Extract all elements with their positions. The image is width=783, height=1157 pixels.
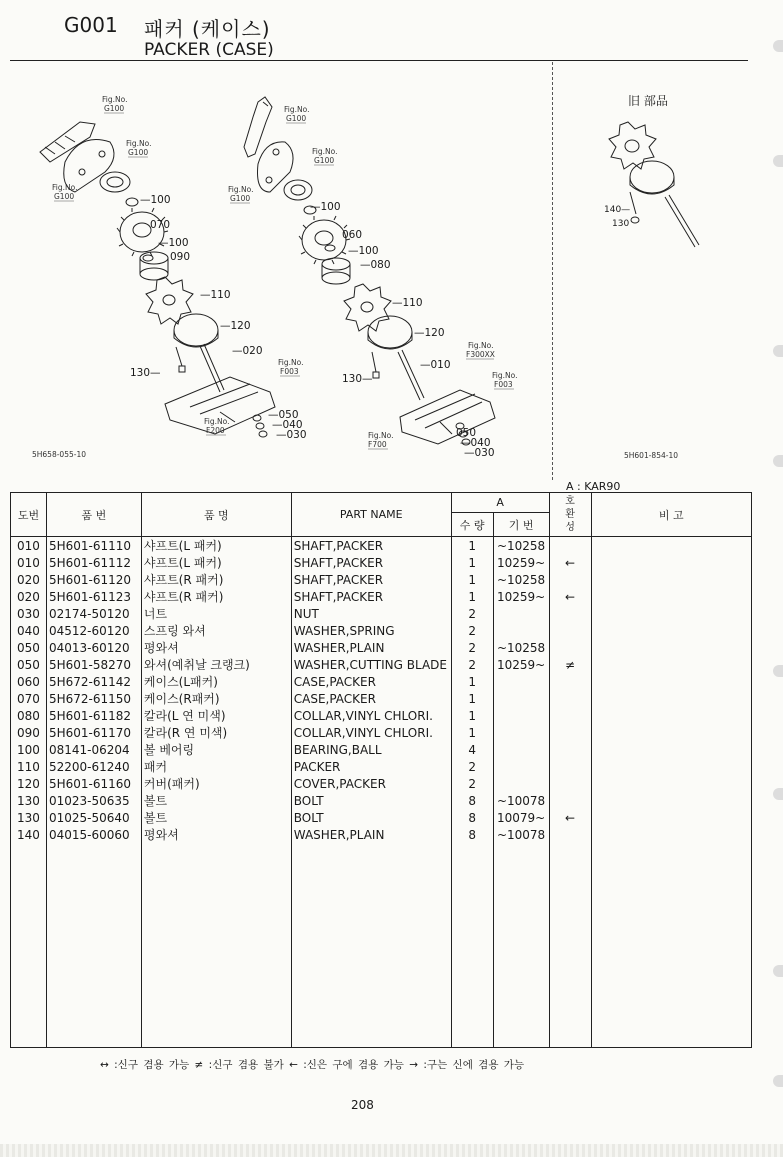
svg-text:F700: F700 (368, 440, 387, 449)
row-part-name: BOLT (291, 792, 451, 809)
row-part-name: COVER,PACKER (291, 775, 451, 792)
row-quantity: 8 (451, 826, 493, 843)
row-remarks (591, 690, 751, 707)
old-parts-label: 旧 部品 (628, 94, 668, 108)
row-interchange (549, 690, 591, 707)
row-name-korean: 볼 베어링 (141, 741, 291, 758)
row-part-number: 5H601-61110 (46, 537, 141, 555)
svg-text:G100: G100 (286, 114, 307, 123)
svg-text:—080: —080 (360, 259, 391, 271)
header-group-a: A (451, 493, 549, 513)
row-serial (493, 622, 549, 639)
row-part-name: SHAFT,PACKER (291, 571, 451, 588)
row-part-number: 04015-60060 (46, 826, 141, 843)
parts-table (10, 492, 752, 1048)
row-quantity: 2 (451, 656, 493, 673)
row-remarks (591, 588, 751, 605)
row-interchange (549, 741, 591, 758)
row-interchange: ≠ (549, 656, 591, 673)
svg-text:—050: —050 (268, 409, 299, 421)
row-interchange: ← (549, 554, 591, 571)
row-ref: 020 (11, 571, 47, 588)
row-name-korean: 너트 (141, 605, 291, 622)
row-remarks (591, 724, 751, 741)
row-ref: 090 (11, 724, 47, 741)
svg-text:—100: —100 (348, 245, 379, 257)
row-interchange (549, 639, 591, 656)
row-interchange (549, 537, 591, 555)
svg-text:—100: —100 (158, 237, 189, 249)
row-ref: 140 (11, 826, 47, 843)
row-serial (493, 741, 549, 758)
row-remarks (591, 707, 751, 724)
svg-text:—030: —030 (276, 429, 307, 441)
row-serial: ~10258 (493, 537, 549, 555)
row-interchange (549, 605, 591, 622)
row-part-number: 5H601-61120 (46, 571, 141, 588)
table-row (11, 690, 752, 707)
row-interchange (549, 775, 591, 792)
table-row (11, 571, 752, 588)
scan-edge (0, 1144, 783, 1157)
row-serial: ~10258 (493, 571, 549, 588)
row-ref: 030 (11, 605, 47, 622)
row-part-name: SHAFT,PACKER (291, 588, 451, 605)
table-row (11, 554, 752, 571)
row-quantity: 1 (451, 707, 493, 724)
svg-text:G100: G100 (104, 104, 125, 113)
table-row (11, 792, 752, 809)
row-remarks (591, 809, 751, 826)
row-part-name: WASHER,PLAIN (291, 826, 451, 843)
svg-text:—110: —110 (392, 297, 423, 309)
header-part-name: PART NAME (291, 493, 451, 537)
header-quantity: 수 량 (451, 513, 493, 537)
row-remarks (591, 605, 751, 622)
row-remarks (591, 554, 751, 571)
svg-text:—030: —030 (464, 447, 495, 459)
row-ref: 040 (11, 622, 47, 639)
svg-text:Fig.No.: Fig.No. (284, 105, 310, 114)
row-part-number: 5H601-61123 (46, 588, 141, 605)
row-part-name: CASE,PACKER (291, 690, 451, 707)
row-ref: 130 (11, 792, 47, 809)
svg-text:070: 070 (150, 219, 171, 231)
row-part-number: 02174-50120 (46, 605, 141, 622)
row-part-name: BEARING,BALL (291, 741, 451, 758)
header-serial: 기 번 (493, 513, 549, 537)
row-quantity: 1 (451, 724, 493, 741)
row-name-korean: 평와셔 (141, 639, 291, 656)
svg-text:090: 090 (170, 251, 191, 263)
left-assembly (40, 122, 275, 437)
table-row (11, 537, 752, 555)
svg-text:G100: G100 (230, 194, 251, 203)
row-serial: 10259~ (493, 554, 549, 571)
row-remarks (591, 639, 751, 656)
table-row (11, 639, 752, 656)
row-ref: 010 (11, 554, 47, 571)
row-serial: 10079~ (493, 809, 549, 826)
interchange-footnote: ↔ :신구 겸용 가능 ≠ :신구 겸용 불가 ← :신은 구에 겸용 가능 → :구는 신에 겸용 가능 (100, 1059, 525, 1071)
table-row (11, 656, 752, 673)
row-remarks (591, 537, 751, 555)
row-serial (493, 605, 549, 622)
row-part-number: 01025-50640 (46, 809, 141, 826)
row-ref: 070 (11, 690, 47, 707)
row-name-korean: 칼라(R 연 미색) (141, 724, 291, 741)
table-row (11, 775, 752, 792)
row-part-name: SHAFT,PACKER (291, 537, 451, 555)
row-name-korean: 커버(패커) (141, 775, 291, 792)
row-quantity: 2 (451, 605, 493, 622)
row-part-name: WASHER,PLAIN (291, 639, 451, 656)
row-name-korean: 평와셔 (141, 826, 291, 843)
svg-text:130: 130 (612, 219, 630, 229)
row-remarks (591, 775, 751, 792)
row-part-number: 5H672-61150 (46, 690, 141, 707)
row-remarks (591, 758, 751, 775)
row-serial: ~10258 (493, 639, 549, 656)
row-part-number: 5H601-61182 (46, 707, 141, 724)
row-name-korean: 샤프트(R 패커) (141, 588, 291, 605)
row-name-korean: 볼트 (141, 792, 291, 809)
row-part-name: SHAFT,PACKER (291, 554, 451, 571)
page-number: 208 (351, 1098, 374, 1112)
row-name-korean: 샤프트(L 패커) (141, 537, 291, 555)
svg-text:Fig.No.: Fig.No. (468, 341, 494, 350)
row-part-name: BOLT (291, 809, 451, 826)
page-title-korean: 패커 (케이스) (144, 17, 271, 41)
row-part-name: COLLAR,VINYL CHLORI. (291, 707, 451, 724)
svg-text:F003: F003 (280, 367, 299, 376)
exploded-parts-diagram (20, 62, 760, 482)
row-name-korean: 샤프트(R 패커) (141, 571, 291, 588)
header-part-number: 품 번 (46, 493, 141, 537)
row-remarks (591, 571, 751, 588)
section-code: G001 (64, 13, 118, 37)
svg-text:060: 060 (342, 229, 363, 241)
svg-text:Fig.No.: Fig.No. (228, 185, 254, 194)
row-ref: 100 (11, 741, 47, 758)
row-name-korean: 와셔(예취날 크랭크) (141, 656, 291, 673)
row-interchange (549, 724, 591, 741)
row-quantity: 2 (451, 622, 493, 639)
table-row (11, 588, 752, 605)
binder-holes (769, 0, 783, 1157)
svg-text:G100: G100 (314, 156, 335, 165)
row-part-name: CASE,PACKER (291, 673, 451, 690)
row-part-number: 5H601-61112 (46, 554, 141, 571)
row-ref: 060 (11, 673, 47, 690)
svg-text:Fig.No.: Fig.No. (368, 431, 394, 440)
row-part-number: 5H601-58270 (46, 656, 141, 673)
row-serial: ~10078 (493, 826, 549, 843)
svg-text:—010: —010 (420, 359, 451, 371)
row-part-name: NUT (291, 605, 451, 622)
row-interchange (549, 826, 591, 843)
svg-text:G100: G100 (54, 192, 75, 201)
row-name-korean: 볼트 (141, 809, 291, 826)
svg-text:—120: —120 (414, 327, 445, 339)
row-interchange: ← (549, 809, 591, 826)
table-row (11, 707, 752, 724)
row-remarks (591, 826, 751, 843)
row-ref: 110 (11, 758, 47, 775)
row-quantity: 2 (451, 639, 493, 656)
page-title-english: PACKER (CASE) (144, 40, 274, 60)
row-interchange (549, 792, 591, 809)
row-serial (493, 707, 549, 724)
table-row (11, 741, 752, 758)
svg-text:050: 050 (456, 427, 477, 439)
header-rule (10, 60, 748, 61)
row-interchange (549, 622, 591, 639)
svg-text:—040: —040 (272, 419, 303, 431)
row-serial (493, 758, 549, 775)
row-part-name: WASHER,SPRING (291, 622, 451, 639)
row-part-number: 5H672-61142 (46, 673, 141, 690)
row-quantity: 2 (451, 775, 493, 792)
row-quantity: 1 (451, 690, 493, 707)
column-a-legend: A : KAR90 (566, 480, 621, 493)
svg-text:Fig.No.: Fig.No. (312, 147, 338, 156)
row-quantity: 1 (451, 673, 493, 690)
row-remarks (591, 673, 751, 690)
row-ref: 050 (11, 639, 47, 656)
svg-text:—020: —020 (232, 345, 263, 357)
table-row (11, 622, 752, 639)
right-assembly (244, 97, 495, 445)
row-name-korean: 샤프트(L 패커) (141, 554, 291, 571)
row-name-korean: 케이스(L패커) (141, 673, 291, 690)
table-row (11, 724, 752, 741)
row-name-korean: 스프링 와셔 (141, 622, 291, 639)
row-remarks (591, 741, 751, 758)
row-ref: 050 (11, 656, 47, 673)
svg-text:—100: —100 (310, 201, 341, 213)
svg-text:F003: F003 (494, 380, 513, 389)
svg-text:—110: —110 (200, 289, 231, 301)
table-row (11, 826, 752, 843)
row-quantity: 1 (451, 554, 493, 571)
row-serial: ~10078 (493, 792, 549, 809)
svg-text:130—: 130— (130, 367, 161, 379)
row-interchange (549, 673, 591, 690)
svg-text:140—: 140— (604, 205, 631, 215)
svg-text:Fig.No.: Fig.No. (204, 417, 230, 426)
header-remarks: 비 고 (591, 493, 751, 537)
row-serial (493, 673, 549, 690)
row-part-number: 01023-50635 (46, 792, 141, 809)
svg-text:Fig.No.: Fig.No. (126, 139, 152, 148)
svg-text:5H658-055-10: 5H658-055-10 (32, 450, 86, 459)
row-name-korean: 패커 (141, 758, 291, 775)
svg-text:Fig.No.: Fig.No. (52, 183, 78, 192)
row-quantity: 4 (451, 741, 493, 758)
row-part-number: 52200-61240 (46, 758, 141, 775)
svg-text:5H601-854-10: 5H601-854-10 (624, 451, 678, 460)
table-row (11, 673, 752, 690)
row-part-number: 04013-60120 (46, 639, 141, 656)
row-part-name: COLLAR,VINYL CHLORI. (291, 724, 451, 741)
table-row (11, 809, 752, 826)
row-ref: 010 (11, 537, 47, 555)
row-part-number: 5H601-61170 (46, 724, 141, 741)
row-name-korean: 케이스(R패커) (141, 690, 291, 707)
header-interchange: 호 환 성 (549, 493, 591, 537)
row-serial: 10259~ (493, 656, 549, 673)
row-ref: 130 (11, 809, 47, 826)
row-name-korean: 칼라(L 연 미색) (141, 707, 291, 724)
row-remarks (591, 656, 751, 673)
row-part-number: 5H601-61160 (46, 775, 141, 792)
svg-text:F200: F200 (206, 426, 225, 435)
table-empty-space (11, 843, 752, 1048)
row-interchange (549, 707, 591, 724)
header-ref-no: 도번 (11, 493, 47, 537)
svg-text:—040: —040 (460, 437, 491, 449)
row-ref: 120 (11, 775, 47, 792)
row-quantity: 8 (451, 792, 493, 809)
row-remarks (591, 622, 751, 639)
row-part-number: 04512-60120 (46, 622, 141, 639)
row-interchange (549, 571, 591, 588)
row-quantity: 2 (451, 758, 493, 775)
svg-text:G100: G100 (128, 148, 149, 157)
row-remarks (591, 792, 751, 809)
table-row (11, 605, 752, 622)
row-part-name: WASHER,CUTTING BLADE (291, 656, 451, 673)
svg-text:—100: —100 (140, 194, 171, 206)
row-ref: 020 (11, 588, 47, 605)
svg-text:130—: 130— (342, 373, 373, 385)
svg-text:—120: —120 (220, 320, 251, 332)
table-row (11, 758, 752, 775)
row-quantity: 1 (451, 588, 493, 605)
row-ref: 080 (11, 707, 47, 724)
row-serial (493, 724, 549, 741)
row-quantity: 8 (451, 809, 493, 826)
row-quantity: 1 (451, 571, 493, 588)
svg-text:Fig.No.: Fig.No. (278, 358, 304, 367)
row-part-name: PACKER (291, 758, 451, 775)
row-serial: 10259~ (493, 588, 549, 605)
svg-text:Fig.No.: Fig.No. (102, 95, 128, 104)
svg-text:Fig.No.: Fig.No. (492, 371, 518, 380)
svg-text:F300XX: F300XX (466, 350, 495, 359)
row-interchange (549, 758, 591, 775)
row-interchange: ← (549, 588, 591, 605)
header-name-korean: 품 명 (141, 493, 291, 537)
row-part-number: 08141-06204 (46, 741, 141, 758)
row-serial (493, 690, 549, 707)
row-serial (493, 775, 549, 792)
row-quantity: 1 (451, 537, 493, 555)
